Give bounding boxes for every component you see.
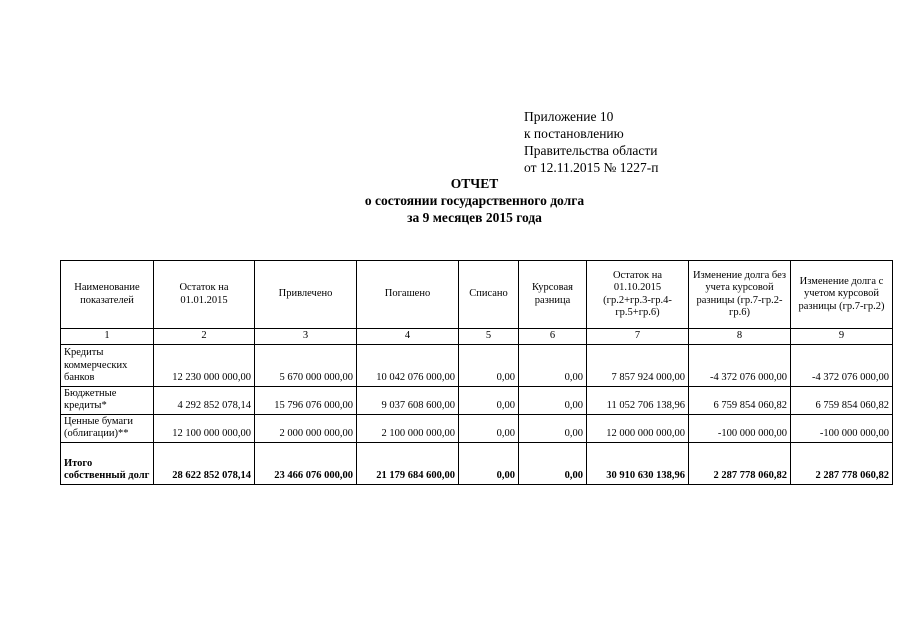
column-number-row [61,329,893,345]
column-header: Привлечено [255,261,357,329]
report-subtitle-line: о состоянии государственного долга [364,193,585,208]
report-title-line: ОТЧЕТ [450,176,499,191]
column-header: Списано [459,261,519,329]
table-cell: 0,00 [519,344,587,386]
table-cell: 9 037 608 600,00 [357,386,459,414]
table-cell: 2 287 778 060,82 [791,442,893,484]
table-cell: 12 230 000 000,00 [154,344,255,386]
table-cell: 15 796 076 000,00 [255,386,357,414]
table-total-row [61,442,893,484]
debt-report-table [60,260,893,485]
table-cell: 10 042 076 000,00 [357,344,459,386]
table-cell: 0,00 [459,344,519,386]
column-number: 6 [519,329,587,345]
appendix-line: Приложение 10 [524,109,614,124]
column-number: 7 [587,329,689,345]
column-header: Курсовая разница [519,261,587,329]
table-cell: -4 372 076 000,00 [791,344,893,386]
table-cell: 0,00 [519,414,587,442]
column-number: 4 [357,329,459,345]
appendix-line: от 12.11.2015 № 1227-п [524,160,659,175]
table-cell: 0,00 [459,414,519,442]
column-number: 3 [255,329,357,345]
table-cell: -100 000 000,00 [689,414,791,442]
row-label: Итого собственный долг [61,442,154,484]
column-number: 9 [791,329,893,345]
report-period-line: за 9 месяцев 2015 года [407,210,542,225]
column-header: Погашено [357,261,459,329]
row-label: Бюджетные кредиты* [61,386,154,414]
row-label: Ценные бумаги (облигации)** [61,414,154,442]
column-number: 1 [61,329,154,345]
column-number: 2 [154,329,255,345]
table-header-row [61,261,893,329]
table-cell: -4 372 076 000,00 [689,344,791,386]
appendix-line: Правительства области [524,143,658,158]
column-number: 5 [459,329,519,345]
table-cell: 23 466 076 000,00 [255,442,357,484]
table-cell: 5 670 000 000,00 [255,344,357,386]
table-cell: 7 857 924 000,00 [587,344,689,386]
appendix-reference [524,108,658,176]
table-cell: 0,00 [519,386,587,414]
column-header: Остаток на 01.10.2015 (гр.2+гр.3-гр.4-гр.5+гр.6) [587,261,689,329]
table-cell: 28 622 852 078,14 [154,442,255,484]
table-cell: 6 759 854 060,82 [689,386,791,414]
table-cell: 21 179 684 600,00 [357,442,459,484]
column-header: Остаток на 01.01.2015 [154,261,255,329]
appendix-line: к постановлению [524,126,624,141]
table-cell: 2 100 000 000,00 [357,414,459,442]
row-label: Кредиты коммерческих банков [61,344,154,386]
table-cell: 12 000 000 000,00 [587,414,689,442]
table-cell: 11 052 706 138,96 [587,386,689,414]
table-cell: 0,00 [459,386,519,414]
table-cell: 0,00 [519,442,587,484]
table-cell: 2 000 000 000,00 [255,414,357,442]
report-title [0,175,905,226]
column-header: Изменение долга с учетом курсовой разницы (гр.7-гр.2) [791,261,893,329]
table-row [61,344,893,386]
table-cell: -100 000 000,00 [791,414,893,442]
table-cell: 2 287 778 060,82 [689,442,791,484]
table-row [61,414,893,442]
column-header: Наименование показателей [61,261,154,329]
table-row [61,386,893,414]
table-cell: 6 759 854 060,82 [791,386,893,414]
column-number: 8 [689,329,791,345]
table-cell: 12 100 000 000,00 [154,414,255,442]
column-header: Изменение долга без учета курсовой разницы (гр.7-гр.2-гр.6) [689,261,791,329]
table-cell: 30 910 630 138,96 [587,442,689,484]
table-cell: 4 292 852 078,14 [154,386,255,414]
table-cell: 0,00 [459,442,519,484]
